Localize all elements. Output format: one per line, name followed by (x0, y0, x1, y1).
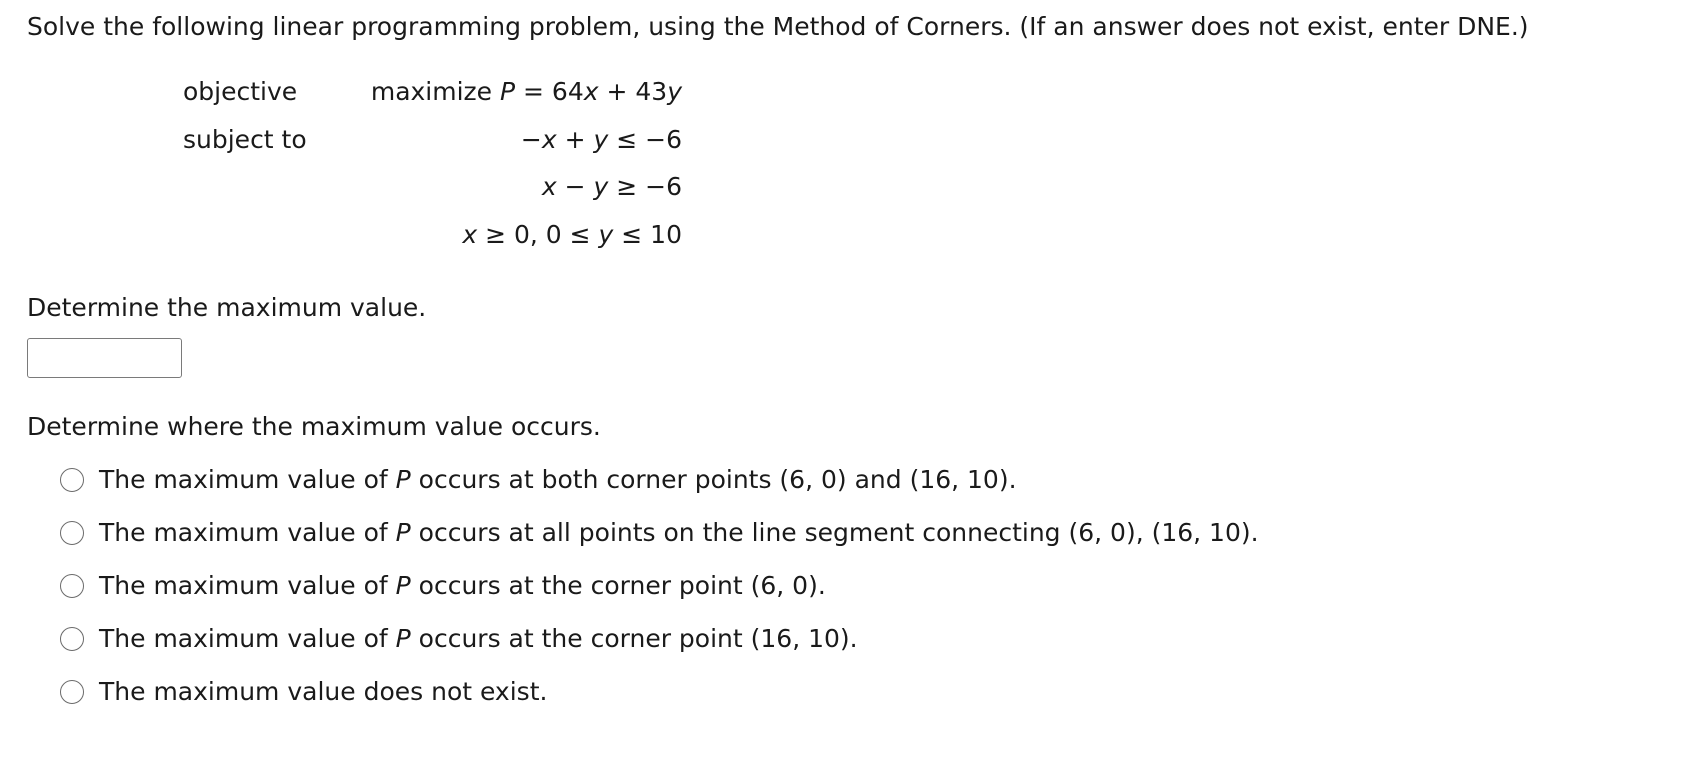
option-label: The maximum value of P occurs at all points on the line segment connecting (6, 0), (16, 10). (99, 518, 1259, 547)
location-question: Determine where the maximum value occurs. (27, 412, 601, 441)
radio-button[interactable] (60, 627, 84, 651)
radio-button[interactable] (60, 468, 84, 492)
max-value-input[interactable] (27, 338, 182, 378)
objective-function: maximize P = 64x + 43y (370, 77, 682, 106)
constraint-2: x − y ≥ −6 (541, 172, 682, 201)
radio-button[interactable] (60, 574, 84, 598)
subject-to-label: subject to (183, 125, 307, 154)
option-label: The maximum value does not exist. (99, 677, 548, 706)
option-both-corners[interactable] (60, 462, 1017, 498)
option-line-segment[interactable] (60, 515, 1259, 551)
radio-button[interactable] (60, 521, 84, 545)
option-corner-16-10[interactable] (60, 621, 858, 657)
objective-label: objective (183, 77, 298, 106)
option-label: The maximum value of P occurs at both corner points (6, 0) and (16, 10). (99, 465, 1017, 494)
constraint-1: −x + y ≤ −6 (520, 125, 682, 154)
problem-instructions: Solve the following linear programming problem, using the Method of Corners. (If an answer does not exist, enter DNE.) (27, 12, 1529, 41)
constraint-3: x ≥ 0, 0 ≤ y ≤ 10 (462, 220, 682, 249)
option-does-not-exist[interactable] (60, 674, 547, 710)
option-label: The maximum value of P occurs at the corner point (6, 0). (99, 571, 826, 600)
option-corner-6-0[interactable] (60, 568, 826, 604)
radio-button[interactable] (60, 680, 84, 704)
option-label: The maximum value of P occurs at the corner point (16, 10). (99, 624, 858, 653)
max-value-question: Determine the maximum value. (27, 293, 427, 322)
